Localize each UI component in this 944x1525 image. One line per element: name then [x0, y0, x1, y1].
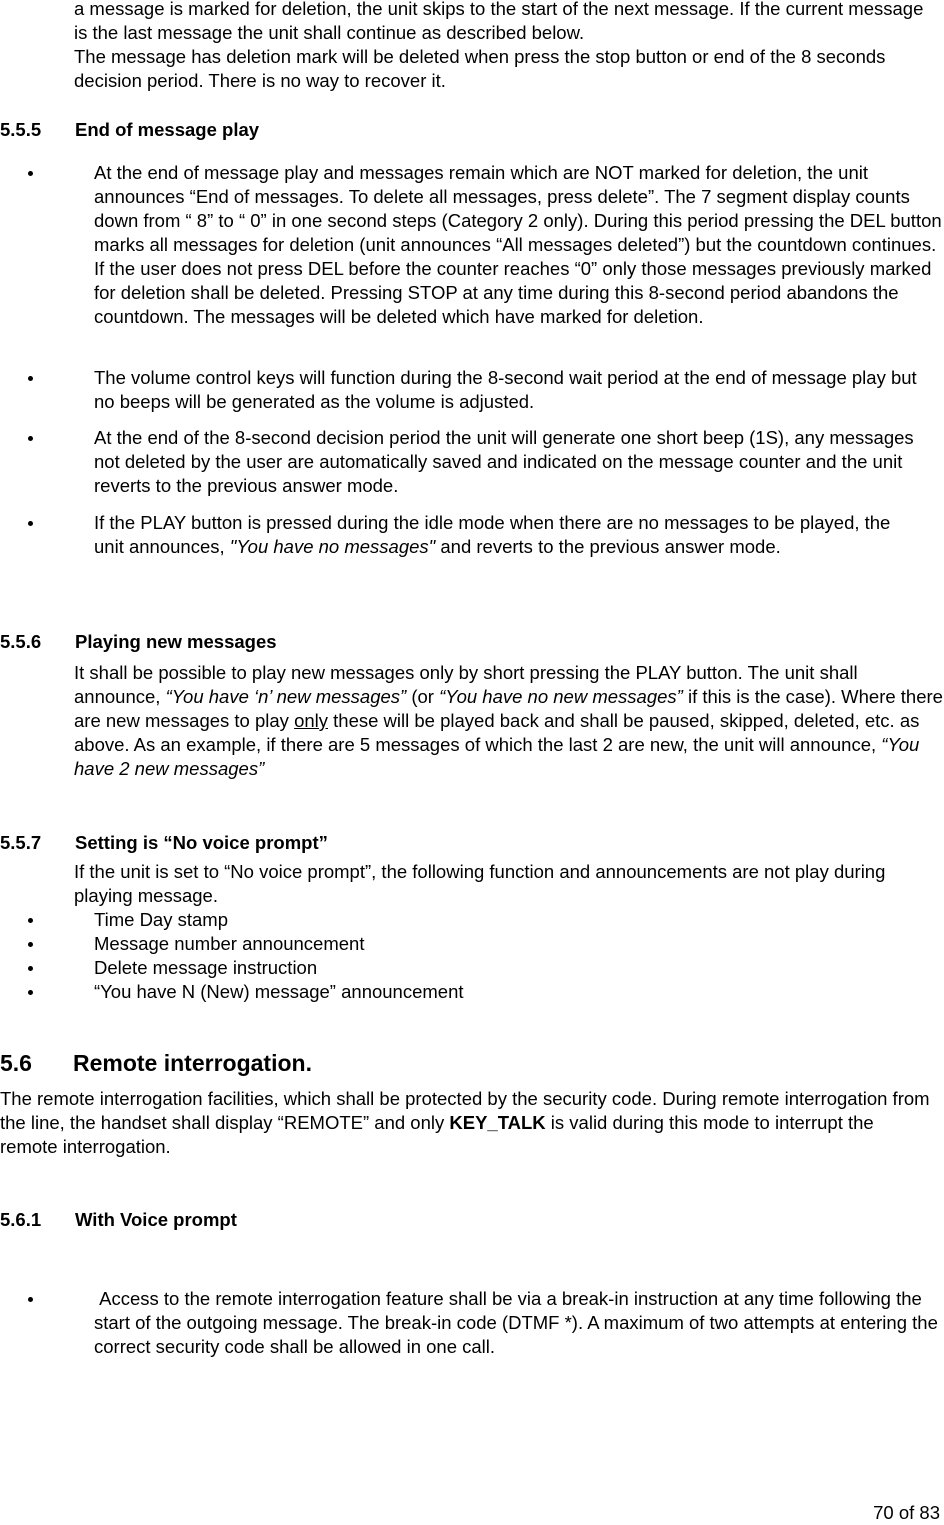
bullet-icon	[0, 161, 94, 329]
paragraph-text	[0, 1087, 930, 1159]
quoted-announcement: "You have no messages"	[229, 536, 436, 557]
text-run: and reverts to the previous answer mode.	[435, 536, 781, 557]
bullet-icon	[0, 366, 94, 414]
list-item	[0, 980, 944, 1004]
list-item	[0, 426, 944, 498]
section-title: Remote interrogation.	[73, 1050, 312, 1076]
bullet-list-end-of-play	[0, 161, 944, 329]
continued-paragraph	[0, 0, 944, 93]
bullet-text: Delete message instruction	[94, 957, 318, 978]
section-heading-5-6	[0, 1051, 312, 1075]
remote-interrogation-paragraph	[0, 1087, 930, 1159]
quoted-announcement: “You have 2 new messages”	[74, 734, 920, 779]
text-run: (or	[406, 686, 440, 707]
bullet-icon	[0, 426, 94, 498]
bullet-text	[94, 511, 944, 559]
continued-text: a message is marked for deletion, the unit skips to the start of the next message. If the current message is the last message the unit shall continue as described below.	[74, 0, 924, 43]
section-number: 5.5.5	[0, 119, 42, 140]
bullet-list-item-3	[0, 426, 944, 498]
text-run: The remote interrogation facilities, which shall be protected by the security code. During remote interrogation from the line, the handset shall display “REMOTE” and only	[0, 1088, 930, 1133]
text-run: these will be played back and shall be paused, skipped, deleted, etc. as above. As an example, if there are 5 messages of which the last 2 are new, the unit will announce,	[74, 710, 920, 755]
bullet-text: “You have N (New) message” announcement	[94, 981, 464, 1002]
bullet-icon	[0, 908, 94, 932]
section-number: 5.5.6	[0, 631, 42, 652]
list-item	[0, 511, 944, 559]
paragraph-text	[74, 661, 944, 781]
text-run: If the PLAY button is pressed during the idle mode when there are no messages to be played, the unit announces,	[94, 512, 891, 557]
section-heading-5-5-7	[0, 831, 328, 855]
playing-new-messages-paragraph	[0, 661, 944, 781]
bullet-icon	[0, 511, 94, 559]
section-number: 5.6	[0, 1050, 32, 1076]
bullet-icon	[0, 1287, 94, 1359]
bullet-icon	[0, 980, 94, 1004]
deletion-note: The message has deletion mark will be deleted when press the stop button or end of the 8 seconds decision period. There is no way to recover it.	[74, 46, 886, 91]
list-item	[0, 956, 944, 980]
section-heading-5-5-5	[0, 118, 259, 142]
quoted-announcement: “You have no new messages”	[439, 686, 683, 707]
bullet-text: Access to the remote interrogation feature shall be via a break-in instruction at any time following the start of the outgoing message. The break-in code (DTMF *). A maximum of two attempts at entering the correct security code shall be allowed in one call.	[94, 1288, 943, 1357]
section-number: 5.6.1	[0, 1209, 42, 1230]
section-title: Setting is “No voice prompt”	[75, 832, 328, 853]
bullet-text: At the end of message play and messages remain which are NOT marked for deletion, the unit announces “End of messages. To delete all messages, press delete”. The 7 segment display counts down from “ 8” to “ 0” in one second steps (Category 2 only). During this period pressing the DEL button marks all messages for deletion (unit announces “All messages deleted”) but the countdown continues. If the user does not press DEL before the counter reaches “0” only those messages previously marked for deletion shall be deleted. Pressing STOP at any time during this 8-second period abandons the countdown. The messages will be deleted which have marked for deletion.	[94, 162, 942, 327]
bullet-list-item-2	[0, 366, 944, 414]
bullet-icon	[0, 956, 94, 980]
bullet-icon	[0, 932, 94, 956]
bullet-text: Time Day stamp	[94, 909, 228, 930]
no-voice-prompt-list	[0, 908, 944, 1004]
list-item	[0, 932, 944, 956]
bullet-list-item-4	[0, 511, 944, 559]
bullet-text: Message number announcement	[94, 933, 365, 954]
text-run: is valid during this mode to interrupt the remote interrogation.	[0, 1112, 874, 1157]
section-heading-5-6-1	[0, 1208, 237, 1232]
section-number: 5.5.7	[0, 832, 42, 853]
page-number: 70 of 83	[873, 1502, 940, 1523]
section-title: With Voice prompt	[75, 1209, 237, 1230]
section-heading-5-5-6	[0, 630, 277, 654]
list-item	[0, 366, 944, 414]
underlined-word: only	[294, 710, 329, 731]
no-voice-prompt-paragraph	[0, 860, 944, 908]
list-item	[0, 161, 944, 329]
quoted-announcement: “You have ‘n’ new messages”	[165, 686, 407, 707]
section-title: Playing new messages	[75, 631, 277, 652]
paragraph-text: If the unit is set to “No voice prompt”, the following function and announcements are not play during playing message.	[74, 861, 886, 906]
voice-prompt-list	[0, 1287, 944, 1359]
text-run: It shall be possible to play new messages only by short pressing the PLAY button. The unit shall announce,	[74, 662, 858, 707]
key-name: KEY_TALK	[449, 1112, 546, 1133]
list-item	[0, 908, 944, 932]
list-item	[0, 1287, 944, 1359]
text-run: if this is the case). Where there are new messages to play	[74, 686, 943, 731]
section-title: End of message play	[75, 119, 260, 140]
bullet-text: At the end of the 8-second decision period the unit will generate one short beep (1S), any messages not deleted by the user are automatically saved and indicated on the message counter and the unit reverts to the previous answer mode.	[94, 427, 914, 496]
bullet-text: The volume control keys will function during the 8-second wait period at the end of message play but no beeps will be generated as the volume is adjusted.	[94, 367, 917, 412]
